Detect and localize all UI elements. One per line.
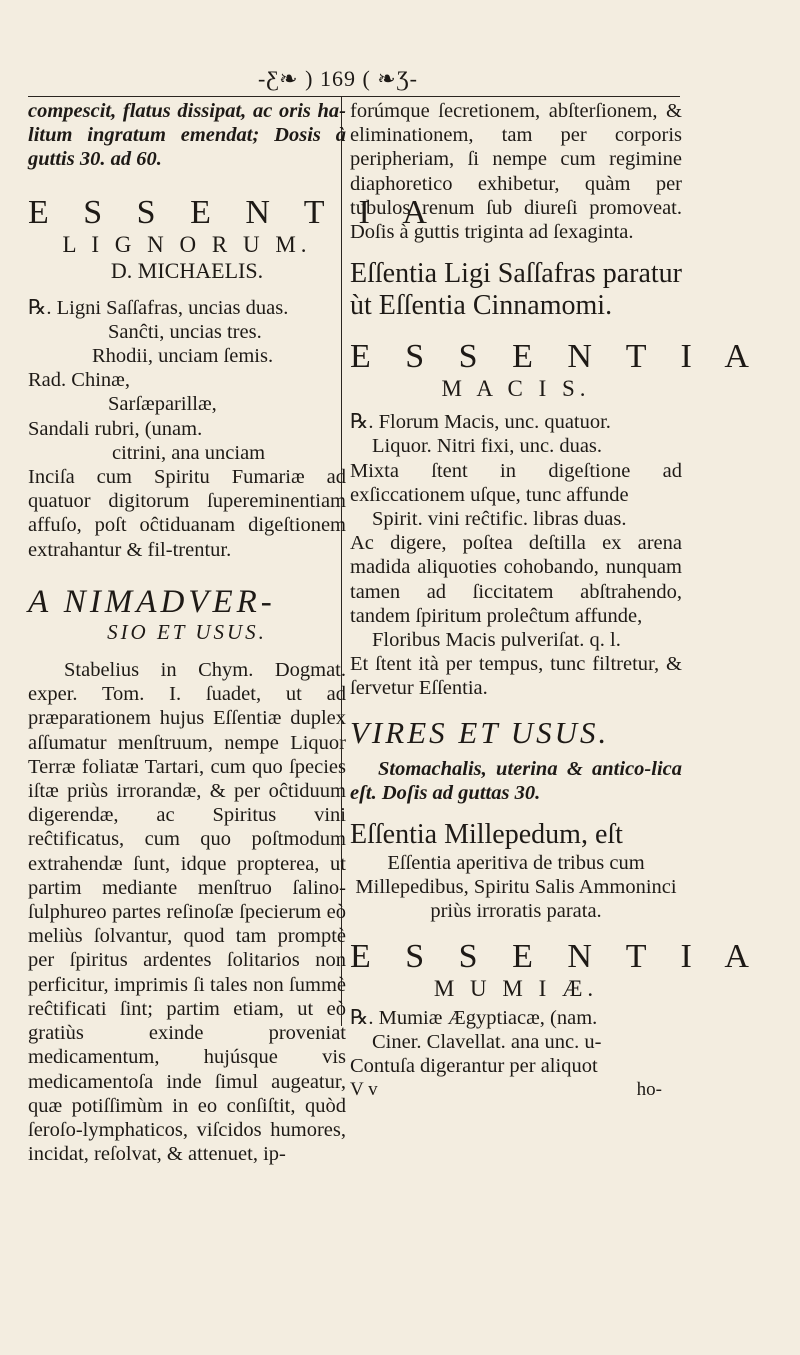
essentia-lignorum-subtitle: L I G N O R U M.: [62, 231, 312, 257]
recipe-line: Rad. Chinæ,: [28, 369, 130, 392]
catchword: ho-: [636, 1079, 662, 1101]
essentia-ligi-paragraph: Eſſentia Ligi Saſſafras paratur ùt Eſſentia Cinnamomi.: [350, 258, 682, 322]
recipe-line: Sandali rubri, (unam.: [28, 417, 203, 440]
recipe-line: ℞. Mumiæ Ægyptiacæ, (nam.: [350, 1006, 598, 1029]
right-column: [350, 99, 762, 1102]
recipe-line: Sanĉti, uncias tres.: [108, 320, 262, 343]
vires-text: Stomachalis, uterina & antico-lica eſt. Doſis ad guttas 30.: [350, 757, 682, 804]
method-paragraph: Inciſa cum Spiritu Fumariæ ad quatuor digitorum ſupereminentiam affuſo, poſt oĉtiduanam digeſtionem extrahantur & fil-trentur.: [28, 466, 346, 561]
recipe-line: Contuſa digerantur per aliquot: [350, 1055, 598, 1078]
vires-title: VIRES ET USUS.: [350, 714, 610, 750]
page-number: -Ƹ❧ ) 169 ( ❧Ʒ-: [258, 66, 418, 91]
method-line: Mixta ſtent in digeſtione ad exſiccationem uſque, tunc affunde: [350, 459, 682, 506]
millepedum-heading: Eſſentia Millepedum, eſt: [350, 819, 623, 851]
recipe-list: [28, 296, 346, 465]
recipe-line: Liquor. Nitri fixi, unc. duas.: [372, 435, 603, 458]
method-line: Floribus Macis pulveriſat. q. l.: [372, 629, 621, 652]
essentia-macis-subtitle: M A C I S.: [441, 376, 591, 402]
page-header: [28, 62, 680, 97]
millepedum-text: Eſſentia aperitiva de tribus cum Millepedibus, Spiritu Salis Ammoninci priùs irroratis parata.: [355, 852, 677, 923]
method-line: Ac digere, poſtea deſtilla ex arena madida aliquoties cohobando, nunquam tamen ad ſiccitatem abſtrahendo, tandem ſpiritum proleĉtum affunde,: [350, 532, 682, 627]
method-line: Et ſtent ità per tempus, tunc filtretur, & ſervetur Eſſentia.: [350, 653, 682, 700]
recipe-line: citrini, ana unciam: [112, 441, 266, 464]
essentia-macis-title: E S S E N T I A: [350, 338, 762, 376]
left-top-paragraph: compescit, flatus dissipat, ac oris ha-litum ingratum emendat; Dosis à guttis 30. ad 60.: [28, 100, 346, 171]
method-line: Spirit. vini reĉtific. libras duas.: [372, 508, 627, 531]
essentia-mumiae-title: E S S E N T I A: [350, 937, 762, 975]
recipe-line: Sarſæparillæ,: [108, 393, 217, 416]
right-top-paragraph: forúmque ſecretionem, abſterſionem, & eliminationem, tam per corporis peripheriam, ſi nempe cum regimine diaphoretico exhibetur, quàm per tubulos renum ſub diureſi promoveat. Doſis à guttis triginta ad ſexaginta.: [350, 100, 682, 244]
animadversio-title: A NIMADVER-: [28, 583, 276, 620]
recipe-line: ℞. Florum Macis, unc. quatuor.: [350, 411, 611, 434]
animadversio-text: Stabelius in Chym. Dogmat. exper. Tom. I. ſuadet, ut ad præparationem hujus Eſſentiæ duplex aſſumatur menſtruum, nempe Liquor Terræ foliatæ Tartari, cum quo ſpecies iſtæ priùs irrorandæ, & per oĉtiduum digerendæ, ac Spiritus vini reĉtificatus, cum quo poſtmodum extrahendæ ſunt, idque propterea, ut partim mediante menſtruo ſalino-ſulphureo partes reſinoſæ ſpecierum eò meliùs ſolvantur, quod tam promptè per ſpiritus ardentes ſolitarios non perficitur, imprimis ſi tales non ſummè reĉtificati ſint; partim etiam, ut eò gratiùs exinde proveniat medicamentum, hujúsque vis medicamentoſa inde ſimul augeatur, quæ potiſſimùm in eo conſiſtit, quòd ſeroſo-lymphaticos, viſcidos humores, incidat, reſolvat, & attenuet, ip-: [28, 659, 346, 1166]
essentia-lignorum-title: E S S E N T I A: [28, 193, 440, 231]
author-line: D. MICHAELIS.: [110, 257, 264, 283]
recipe-line: ℞. Ligni Saſſafras, uncias duas.: [28, 296, 289, 319]
animadversio-subtitle: SIO ET USUS.: [107, 619, 267, 644]
essentia-mumiae-subtitle: M U M I Æ.: [433, 975, 599, 1001]
signature-mark: V v: [350, 1079, 378, 1101]
recipe-line: Ciner. Clavellat. ana unc. u-: [372, 1030, 602, 1053]
recipe-line: Rhodii, unciam ſemis.: [92, 345, 274, 368]
